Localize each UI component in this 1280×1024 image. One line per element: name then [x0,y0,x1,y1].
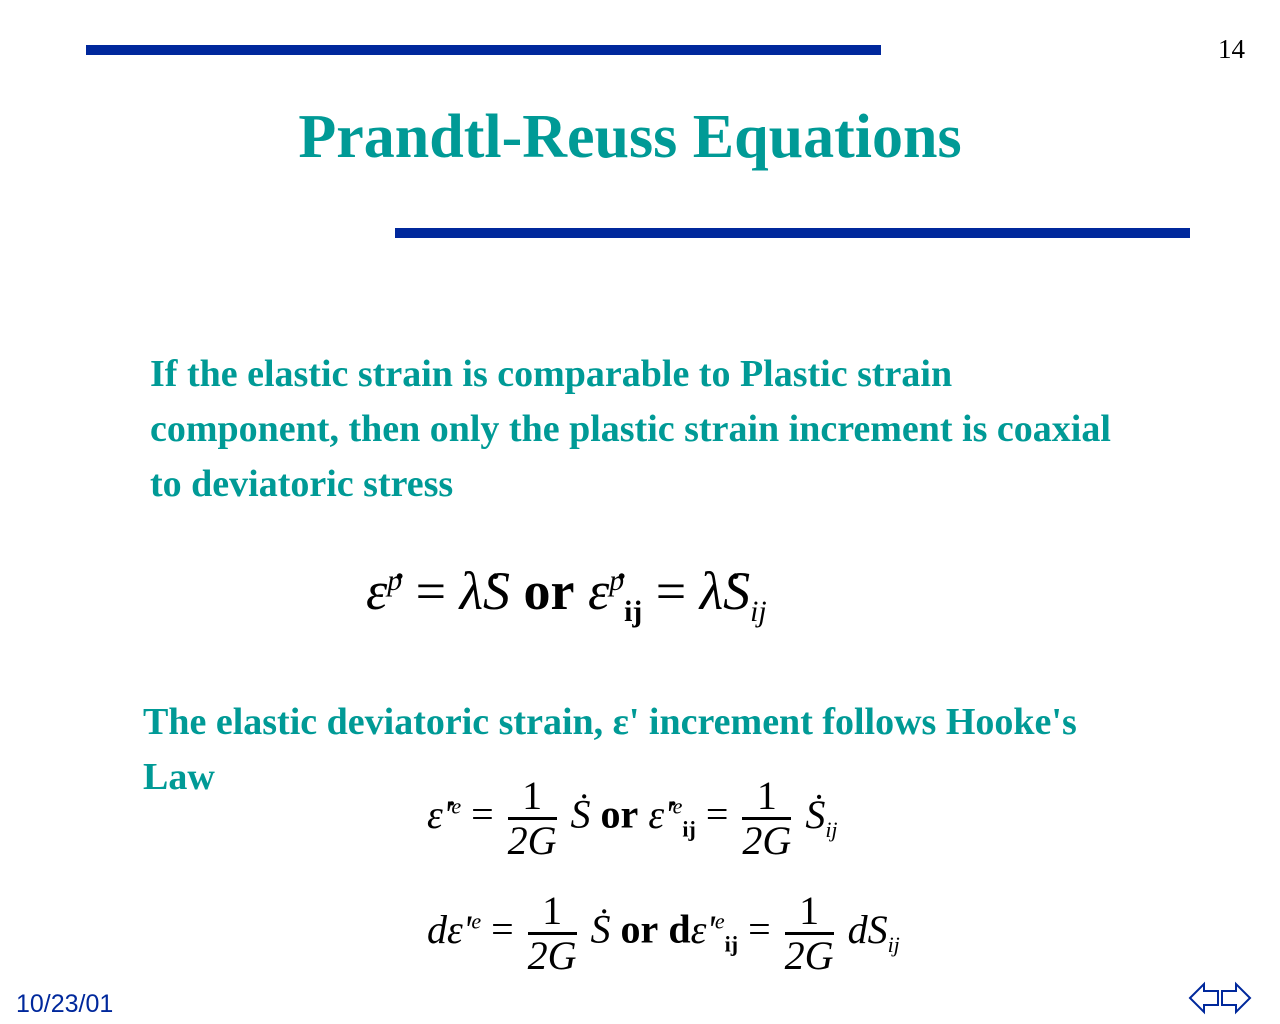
slide-navigation [1188,978,1252,1018]
equation-elastic-rate: $\varepsiloṅ'^e$ = $\frac{1}{2G}$ Ṡ or $\varepsiloṅ'^e_{ij}$ = $\frac{1}{2G}$ Ṡ$_{ij}$ [427,773,838,863]
paragraph-hookes-law: The elastic deviatoric strain, ε' increment follows Hooke's Law [143,701,1077,798]
title-underline-rule [395,228,1190,238]
slide-date: 10/23/01 [16,990,114,1018]
equation-elastic-increment: $d\varepsilon'^e$ = $\frac{1}{2G}$ Ṡ or $d\varepsilon'^e_{ij}$ = $\frac{1}{2G}$ $dS_{ij}$ [427,888,900,978]
fraction: $\frac{1}{2G}$ [527,888,577,978]
arrow-left-icon[interactable] [1190,984,1218,1012]
top-rule [86,45,881,55]
equation-or-word: or [620,906,659,952]
equation-subscript: ij [724,931,739,957]
equation-or-word: or [523,561,575,621]
equation-plastic-flow-rule: ε̇$^p$ = λ̇S or ε̇$^p_{ij}$ = $\lambdȧS_{ij}$ [366,561,767,628]
fraction: $\frac{1}{2G}$ [742,773,792,863]
fraction: $\frac{1}{2G}$ [784,888,834,978]
fraction: $\frac{1}{2G}$ [507,773,557,863]
equation-subscript: ij [624,595,643,628]
equation-subscript: ij [750,595,767,628]
paragraph-plastic-strain: If the elastic strain is comparable to Plastic strain component, then only the plastic strain increment is coaxial to deviatoric stress [150,353,1111,505]
equation-subscript: ij [825,816,838,842]
equation-subscript: ij [887,931,900,957]
slide-title: Prandtl-Reuss Equations [298,103,962,171]
equation-or-word: or [600,791,639,837]
arrow-right-icon[interactable] [1222,984,1250,1012]
equation-subscript: ij [682,816,696,842]
page-number: 14 [1218,34,1245,64]
